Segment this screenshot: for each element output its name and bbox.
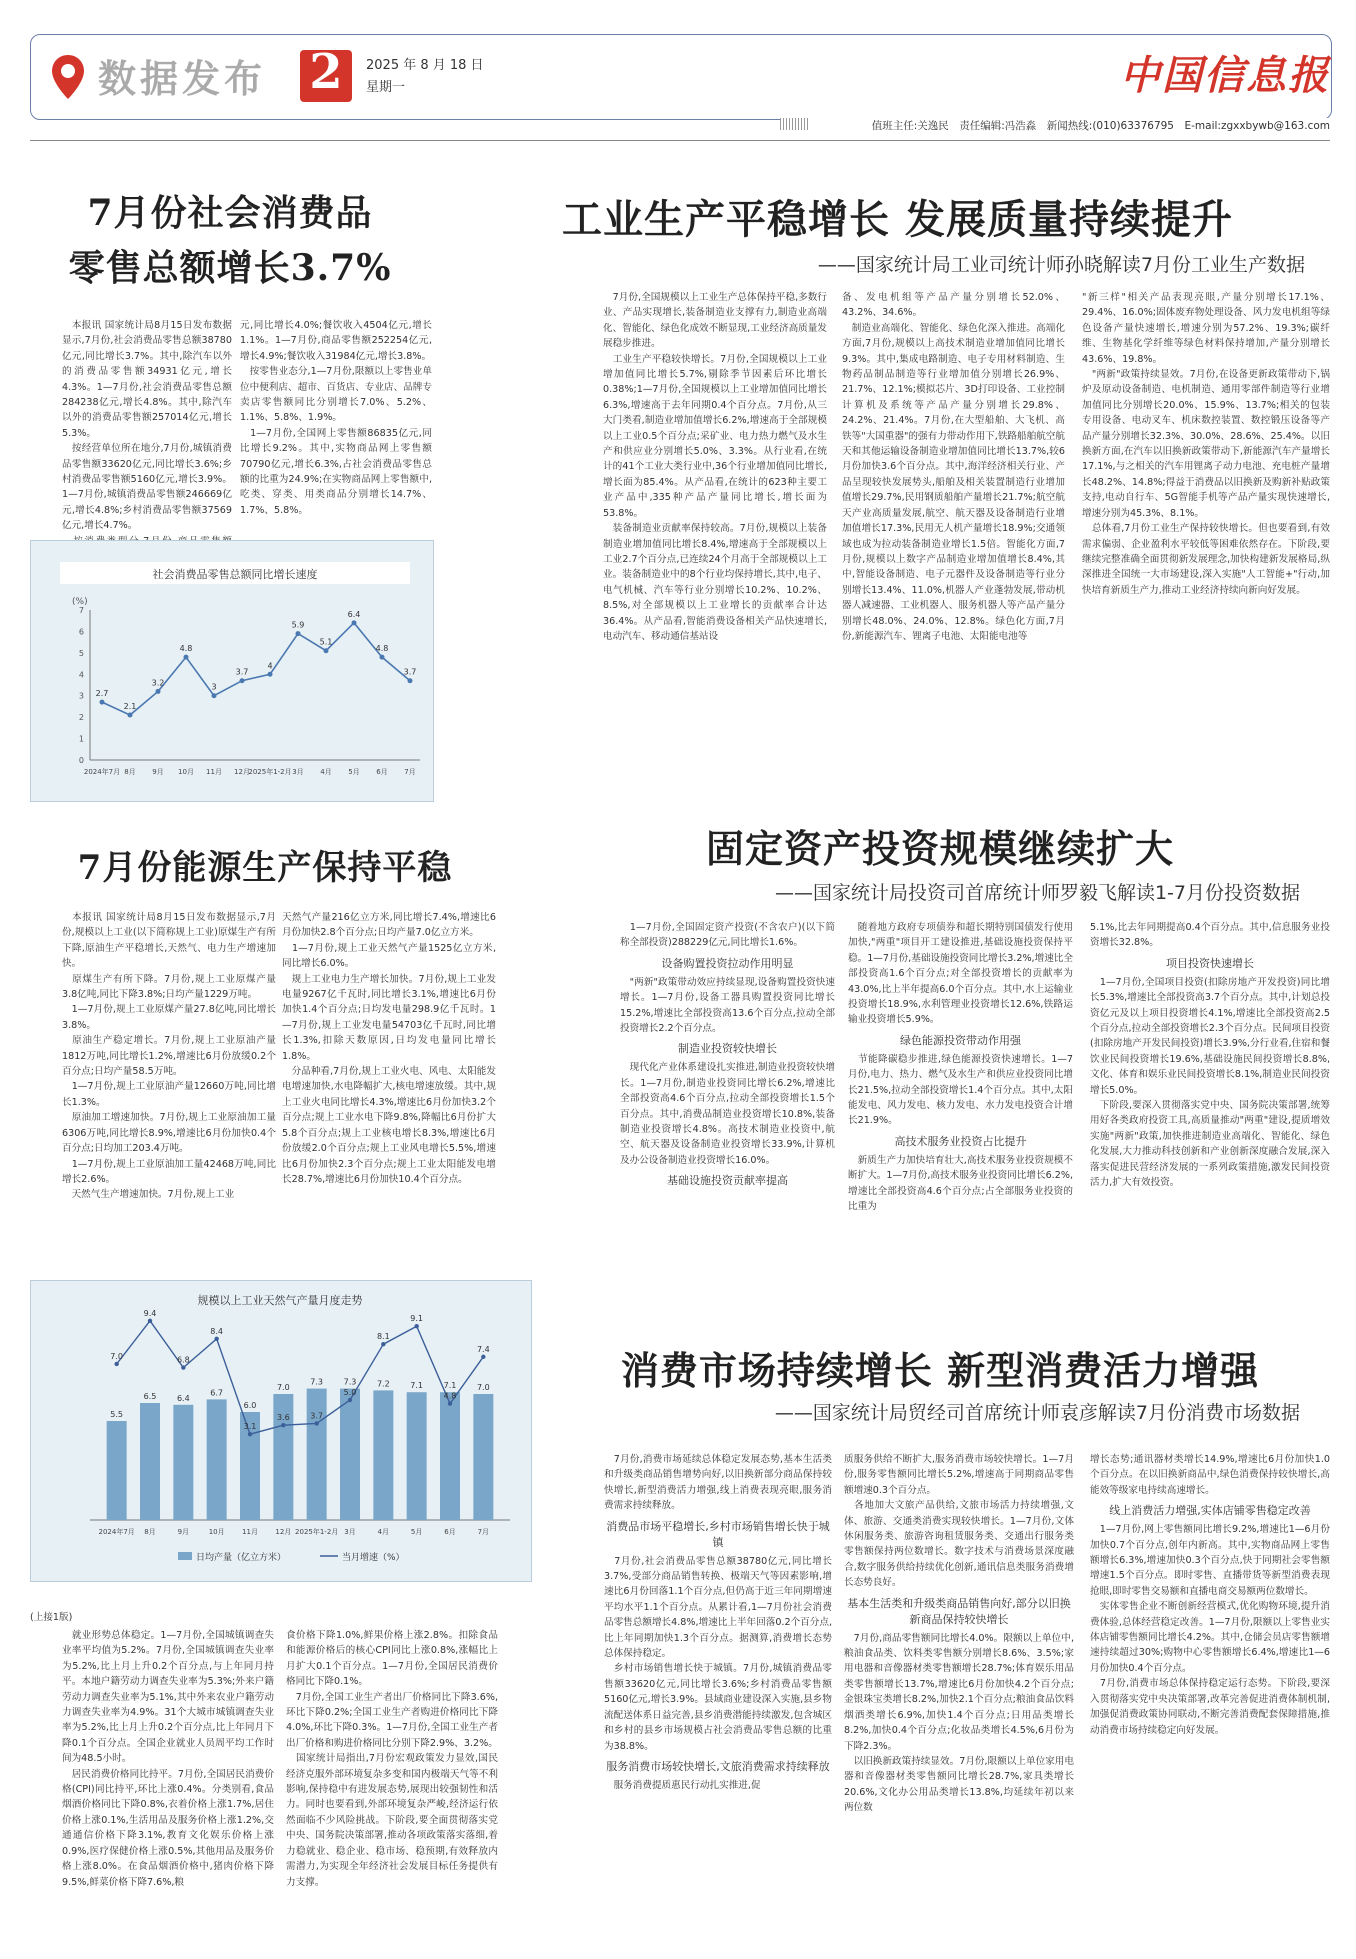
article-4-col-1-part-3: 现代化产业体系建设扎实推进,制造业投资较快增长。1—7月份,制造业投资同比增长6.2%,增速比全部投资高4.6个百分点,拉动全部投资增长1.5个百分点。其中,消费品制造业投资增长10.8%,装备制造业投资增长4.8%。高技术制造业投资中,航空、航天器及设备制造业投资增长33.9%,计算机及办公设备制造业投资增长16.0%。 [620, 1062, 835, 1166]
chart-2-bar-label: 6.5 [143, 1392, 157, 1401]
chart-2-growth-label: 9.1 [410, 1314, 424, 1324]
chart-2-bar-label: 7.0 [476, 1383, 490, 1392]
chart-1-data-label: 3 [211, 682, 217, 692]
chart-1-x-tick: 10月 [178, 768, 194, 776]
article-6-col-2-part-2: 7月份,商品零售额同比增长4.0%。限额以上单位中,粮油食品类、饮料类零售额分别增长8.6%、3.5%;家用电器和音像器材类零售额增长28.7%;体育娱乐用品类零售额增长13.7%,增速比6月份加快4.2个百分点;金银珠宝类增长8.2%,加快2.1个百分点;粮油食品饮料烟酒类增长6.9%,加快1.4个百分点;日用品类增长8.2%,加快0.4个百分点;化妆品类增长4.5%,6月份为下降2.3%。 以旧换新政策持续显效。7月份,限额以上单位家用电器和音像器材类零售额同比增长28.7%,家具类增长20.6%,文化办公用品类增长13.8%,均延续年初以来两位数 [844, 1632, 1074, 1814]
chart-2-growth-point [414, 1324, 418, 1328]
chart-1-point [408, 678, 413, 683]
chart-2-bar [373, 1390, 393, 1520]
chart-2-growth-label: 6.8 [176, 1355, 190, 1365]
chart-2-bar-label: 6.7 [210, 1388, 224, 1398]
chart-2 [30, 1280, 530, 1580]
article-6-col-1-part-2: 7月份,社会消费品零售总额38780亿元,同比增长3.7%,受部分商品销售转换、极端天气等因素影响,增速比6月份回落1.1个百分点,但仍高于近三年同期增速平均水平1.1个百分点。从累计看,1—7月份社会消费品零售总额增长4.8%,增速比上半年回落0.2个百分点,比上年同期加快1.3个百分点。据测算,消费增长态势总体保持稳定。 乡村市场销售增长快于城镇。7月份,城镇消费品零售额33620亿元,同比增长3.6%;乡村消费品零售额5160亿元,增长3.9%。县域商业建设深入实施,县乡物流配送体系日益完善,县乡消费潜能持续激发,包含城区和乡村的县乡市场规模占社会消费品零售总额的比重为38.8%。 [604, 1555, 833, 1752]
article-6-heading-2: 服务消费市场较快增长,文旅消费需求持续释放 [606, 1759, 830, 1773]
chart-2-x-tick: 2024年7月 [98, 1528, 135, 1536]
chart-2-growth-point [348, 1398, 352, 1402]
chart-1-y-tick: 3 [78, 691, 84, 701]
chart-2-x-tick: 4月 [377, 1528, 390, 1536]
chart-1-data-label: 6.4 [347, 609, 361, 619]
chart-2-bar-label: 7.3 [343, 1377, 357, 1387]
chart-1-y-tick: 1 [78, 734, 84, 744]
article-1-col-2: 元,同比增长4.0%;餐饮收入4504亿元,增长1.1%。1—7月份,商品零售额252254亿元,增长4.9%;餐饮收入31984亿元,增长3.8%。 按零售业态分,1—7月份,限额以上零售业单位中便利店、超市、百货店、专业店、品牌专卖店零售额同比分别增长7.0%、5.2%、1.1%、5.8%、1.9%。 1—7月份,全国网上零售额86835亿元,同比增长9.2%。其中,实物商品网上零售额70790亿元,增长6.3%,占社会消费品零售总额的比重为24.9%;在实物商品网上零售额中,吃类、穿类、用类商品分别增长14.7%、1.7%、5.8%。 [240, 320, 432, 516]
article-2-subtitle: ——国家统计局工业司统计师孙晓解读7月份工业生产数据 [817, 254, 1305, 276]
chart-2-bar-label: 5.5 [110, 1410, 124, 1419]
chart-2-x-tick: 2025年1-2月 [295, 1528, 339, 1536]
chart-2-growth-label: 7.4 [476, 1344, 490, 1354]
chart-1-data-label: 4.8 [179, 644, 193, 654]
article-4-heading-1: 设备购置投资拉动作用明显 [661, 956, 794, 970]
chart-2-x-tick: 10月 [208, 1528, 225, 1536]
chart-2-bar [207, 1399, 227, 1520]
chart-2-bar [440, 1392, 460, 1520]
chart-1-data-label: 2.1 [123, 702, 137, 711]
chart-2-growth-point [381, 1342, 385, 1346]
chart-1-point [380, 655, 385, 660]
article-6-subtitle: ——国家统计局贸经司首席统计师袁彦解读7月份消费市场数据 [774, 1402, 1300, 1424]
chart-2-x-tick: 5月 [410, 1528, 423, 1536]
chart-2-growth-label: 5.0 [343, 1388, 357, 1397]
chart-2-bar-label: 7.0 [276, 1383, 290, 1392]
chart-1-data-label: 4.8 [375, 644, 389, 654]
chart-2-growth-point [448, 1401, 452, 1405]
article-4-heading-2: 制造业投资较快增长 [678, 1042, 777, 1056]
article-4-heading-4: 绿色能源投资带动作用强 [900, 1033, 1021, 1047]
article-4-col-1 [620, 920, 835, 1280]
chart-2-bar [340, 1389, 360, 1520]
chart-2-growth-point [214, 1337, 218, 1341]
chart-2-growth-label: 3.7 [310, 1411, 324, 1421]
chart-2-bar [107, 1421, 127, 1520]
chart-1-y-tick: 2 [78, 713, 84, 723]
newspaper-logo: 中国信息报 [1120, 52, 1330, 99]
chart-1-x-tick: 3月 [292, 768, 304, 776]
chart-2-title: 规模以上工业天然气产量月度走势 [197, 1294, 363, 1307]
chart-2-x-tick: 9月 [177, 1528, 190, 1536]
chart-2-growth-label: 4.8 [443, 1391, 457, 1401]
chart-1-data-label: 5.9 [291, 620, 305, 630]
chart-1-point [324, 648, 329, 653]
chart-1-point [128, 713, 133, 718]
article-6-col-2 [844, 1452, 1074, 1940]
page-number: 2 [309, 44, 343, 100]
chart-1-x-tick: 9月 [152, 768, 164, 776]
article-1-col-1: 本报讯 国家统计局8月15日发布数据显示,7月份,社会消费品零售总额38780亿元,同比增长3.7%。其中,除汽车以外的消费品零售额34931亿元,增长4.3%。1—7月份,社会消费品零售总额284238亿元,增长4.8%。其中,除汽车以外的消费品零售额257014亿元,增长5.3%。 按经营单位所在地分,7月份,城镇消费品零售额33620亿元,同比增长3.6%;乡村消费品零售额5160亿元,增长3.9%。1—7月份,城镇消费品零售额246669亿元,增长4.8%;乡村消费品零售额37569亿元,增长4.7%。 [62, 320, 232, 532]
chart-2-bar-label: 6.0 [243, 1401, 257, 1410]
article-6-col-3-part-2: 1—7月份,网上零售额同比增长9.2%,增速比1—6月份加快0.7个百分点,创年内新高。其中,实物商品网上零售额增长6.3%,增速加快0.3个百分点,快于同期社会零售额增速1.5个百分点。即时零售、直播带货等新型消费表现抢眼,即时零售交易额和直播电商交易额两位数增长。 实体零售企业不断创新经营模式,优化购物环境,提升消费体验,总体经营稳定改善。1—7月份,限额以上零售业实体店铺零售额同比增长4.2%。其中,仓储会员店零售额增速持续超过30%;购物中心零售额增长6.4%,增速比1—6月份加快0.4个百分点。 7月份,消费市场总体保持稳定运行态势。下阶段,要深入贯彻落实党中央决策部署,改革完善促进消费体制机制,加强促消费政策协同联动,不断完善消费配套保障措施,推动消费市场持续稳定向好发展。 [1090, 1524, 1330, 1736]
chart-2-x-tick: 11月 [242, 1528, 258, 1536]
chart-2-growth-point [314, 1421, 318, 1425]
chart-2-x-tick: 6月 [444, 1528, 456, 1536]
chart-1-x-tick: 2025年1-2月 [248, 768, 292, 776]
article-4-subtitle: ——国家统计局投资司首席统计师罗毅飞解读1-7月份投资数据 [774, 882, 1300, 904]
chart-2-bar-label: 7.1 [410, 1381, 424, 1391]
chart-1-point [156, 689, 161, 694]
chart-1-x-tick: 8月 [124, 768, 136, 776]
chart-2-growth-point [281, 1423, 285, 1427]
issue-weekday: 星期一 [366, 80, 406, 95]
chart-2-bar-label: 7.2 [376, 1379, 390, 1389]
issue-date: 2025 年 8 月 18 日 [366, 58, 484, 73]
chart-2-growth-point [148, 1319, 152, 1323]
article-1-title-line2: 零售总额增长3.7% [68, 247, 392, 289]
article-6-col-1-part-3: 服务消费提质惠民行动扎实推进,促 [604, 1779, 761, 1791]
chart-2-growth-point [481, 1355, 485, 1359]
article-2-col-3: "新三样"相关产品表现亮眼,产量分别增长17.1%、29.4%、16.0%;固体废弃物处理设备、风力发电机组等绿色设备产量快速增长,增速分别为57.2%、19.3%;碳纤维、生物基化学纤维等绿色材料保持增加,产量分别增长43.6%、19.8%。 "两新"政策持续显效。7月份,在设备更新政策带动下,锅炉及原动设备制造、电机制造、通用零部件制造等行业增加值同比分别增长20.0%、15.9%、13.7%;相关的包装专用设备、电动叉车、机床数控装置、数控锻压设备等产品产量分别增长32.3%、30.0%、28.6%、25.4%。以旧换新方面,在汽车以旧换新政策带动下,新能源汽车产量增长17.1%,与之相关的汽车用锂离子动力电池、充电桩产量增长48.2%、14.8%;得益于消费品以旧换新及购新补贴政策支持,电动自行车、5G智能手机等产品产量实现快速增长,增速分别为45.3%、8.1%。 总体看,7月份工业生产保持较快增长。但也要看到,有效需求偏弱、企业盈利水平较低等困难依然存在。下阶段,要继续完整准确全面贯彻新发展理念,加快构建新发展格局,纵深推进全国统一大市场建设,深入实施"人工智能+"行动,加快培育新质生产力,推动工业经济持续向新向好发展。 [1082, 292, 1330, 596]
chart-2-growth-point [114, 1362, 118, 1366]
chart-2-growth-label: 3.6 [276, 1413, 290, 1423]
chart-2-growth-label: 8.1 [376, 1332, 390, 1342]
chart-2-growth-label: 7.0 [110, 1352, 124, 1361]
chart-1-x-tick: 2024年7月 [83, 768, 121, 776]
chart-2-x-tick: 3月 [344, 1528, 356, 1536]
chart-1-y-tick: 0 [78, 756, 84, 765]
chart-1-point [352, 620, 357, 625]
header-rule [30, 140, 1330, 141]
article-6-col-2-part-1: 质服务供给不断扩大,服务消费市场较快增长。1—7月份,服务零售额同比增长5.2%,增速高于同期商品零售额增速0.3个百分点。 各地加大文旅产品供给,文旅市场活力持续增强,文体、旅游、交通类消费实现较快增长。1—7月份,文体休闲服务类、旅游咨询租赁服务类、交通出行服务类零售额保持两位数增长。数字技术与消费场景深度融合,数字服务供给持续优化创新,通讯信息类服务消费增长态势良好。 [844, 1454, 1074, 1589]
article-6-title: 消费市场持续增长 新型消费活力增强 [620, 1348, 1260, 1393]
chart-2-legend-bar-swatch [178, 1552, 192, 1560]
chart-2-bar [307, 1389, 327, 1520]
chart-1-point [212, 693, 217, 698]
article-4-heading-5: 高技术服务业投资占比提升 [894, 1134, 1027, 1148]
chart-1-point [296, 631, 301, 636]
article-4-col-2-part-2: 节能降碳稳步推进,绿色能源投资快速增长。1—7月份,电力、热力、燃气及水生产和供应业投资同比增长21.5%,拉动全部投资增长1.4个百分点。其中,太阳能发电、风力发电、核力发电、水力发电投资合计增长21.9%。 [848, 1053, 1073, 1127]
article-6-heading-1: 消费品市场平稳增长,乡村市场销售增长快于城镇 [606, 1519, 830, 1549]
chart-2-x-tick: 12月 [275, 1528, 292, 1536]
chart-2-growth-label: 8.4 [210, 1326, 224, 1336]
chart-2-legend-bar: 日均产量（亿立方米） [196, 1553, 287, 1563]
article-5-continued-label: (上接1版) [30, 1612, 73, 1623]
article-4-heading-6: 项目投资快速增长 [1166, 956, 1254, 970]
chart-2-x-tick: 8月 [144, 1528, 156, 1536]
article-3-col-2: 天然气产量216亿立方米,同比增长7.4%,增速比6月份加快2.8个百分点;日均产量7.0亿立方米。 1—7月份,规上工业天然气产量1525亿立方米,同比增长6.0%。 规上工业电力生产增长加快。7月份,规上工业发电量9267亿千瓦时,同比增长3.1%,增速比6月份加快1.4个百分点;日均发电量298.9亿千瓦时。1—7月份,规上工业发电量54703亿千瓦时,同比增长1.3%,扣除天数原因,日均发电量同比增长1.8%。 分品种看,7月份,规上工业火电、风电、太阳能发电增速加快,水电降幅扩大,核电增速放缓。其中,规上工业火电同比增长4.3%,增速比6月份加快3.2个百分点;规上工业水电下降9.8%,降幅比6月份扩大5.8个百分点;规上工业核电增长8.3%,增速比6月份放缓2.0个百分点;规上工业风电增长5.5%,增速比6月份加快2.3个百分点;规上工业太阳能发电增长28.7%,增速比6月份加快10.4个百分点。 [282, 912, 496, 1185]
chart-1-data-label: 4 [267, 661, 273, 671]
chart-2-legend-line: 当月增速（%） [342, 1553, 405, 1563]
chart-1-x-tick: 5月 [348, 768, 360, 776]
chart-1-y-tick: 7 [78, 606, 84, 615]
chart-2-bar-label: 7.3 [310, 1377, 324, 1387]
chart-2-bar [473, 1394, 493, 1520]
chart-1-series-line [102, 620, 410, 715]
article-1-title-line1: 7月份社会消费品 [87, 192, 373, 234]
article-5-col-1: 就业形势总体稳定。1—7月份,全国城镇调查失业率平均值为5.2%。7月份,全国城镇调查失业率为5.2%,比上月上升0.2个百分点,与上年同月持平。本地户籍劳动力调查失业率为5.3%;外来户籍劳动力调查失业率为5.1%,其中外来农业户籍劳动力调查失业率为4.9%。31个大城市城镇调查失业率为5.2%,比上月上升0.2个百分点,比上年同月下降0.1个百分点。全国企业就业人员周平均工作时间为48.5小时。 居民消费价格同比持平。7月份,全国居民消费价格(CPI)同比持平,环比上涨0.4%。分类别看,食品烟酒价格同比下降0.8%,衣着价格上涨1.7%,居住价格上涨0.1%,生活用品及服务价格上涨1.2%,交通通信价格下降3.1%,教育文化娱乐价格上涨0.9%,医疗保健价格上涨0.5%,其他用品及服务价格上涨8.0%。在食品烟酒价格中,猪肉价格下降9.5%,鲜菜价格下降7.6%,粮 [62, 1630, 274, 1888]
chart-1-title: 社会消费品零售总额同比增长速度 [152, 568, 318, 581]
article-3-col-1: 本报讯 国家统计局8月15日发布数据显示,7月份,规模以上工业(以下简称规上工业)原煤生产有所下降,原油生产平稳增长,天然气、电力生产增速加快。 原煤生产有所下降。7月份,规上工业原煤产量3.8亿吨,同比下降3.8%;日均产量1229万吨。 1—7月份,规上工业原煤产量27.8亿吨,同比增长3.8%。 原油生产稳定增长。7月份,规上工业原油产量1812万吨,同比增长1.2%,增速比6月份放缓0.2个百分点;日均产量58.5万吨。 1—7月份,规上工业原油产量12660万吨,同比增长1.3%。 原油加工增速加快。7月份,规上工业原油加工量6306万吨,同比增长8.9%,增速比6月份加快0.4个百分点;日均加工203.4万吨。 1—7月份,规上工业原油加工量42468万吨,同比增长2.6%。 天然气生产增速加快。7月份,规上工业 [62, 912, 276, 1201]
article-4-col-1-part-2: "两新"政策带动效应持续显现,设备购置投资快速增长。1—7月份,设备工器具购置投资同比增长15.2%,增速比全部投资高13.6个百分点,拉动全部投资增长2.2个百分点。 [620, 976, 835, 1035]
section-title: 数据发布 [98, 56, 267, 101]
chart-1-x-tick: 4月 [320, 768, 332, 776]
chart-1-data-label: 3.2 [151, 678, 165, 688]
article-4-col-3-part-2: 1—7月份,全国项目投资(扣除房地产开发投资)同比增长5.3%,增速比全部投资高3.7个百分点。其中,计划总投资亿元及以上项目投资增长4.1%,增速比全部投资高2.5个百分点,拉动全部投资增长2.3个百分点。民间项目投资(扣除房地产开发民间投资)增长3.9%,分行业看,住宿和餐饮业民间投资增长19.6%,基础设施民间投资增长8.8%,文化、体育和娱乐业民间投资增长8.1%,制造业民间投资增长5.0%。 下阶段,要深入贯彻落实党中央、国务院决策部署,统筹用好各类政府投资工具,高质量推动"两重"建设,提质增效实施"两新"政策,加快推进制造业高端化、智能化、绿色化发展,大力推动科技创新和产业创新深度融合发展,深入落实促进民营经济发展的一系列政策措施,激发民间投资活力,扩大有效投资。 [1090, 976, 1330, 1189]
chart-2-bar [173, 1405, 193, 1520]
chart-1-point [100, 700, 105, 705]
chart-1-x-tick: 7月 [404, 768, 416, 776]
article-4-col-2-part-3: 新质生产力加快培育壮大,高技术服务业投资规模不断扩大。1—7月份,高技术服务业投资同比增长6.2%,增速比全部投资高4.6个百分点;占全部服务业投资的比重为 [848, 1154, 1073, 1213]
article-4-col-3-part-1: 5.1%,比去年同期提高0.4个百分点。其中,信息服务业投资增长32.8%。 [1090, 922, 1330, 949]
chart-2-bar [407, 1392, 427, 1520]
chart-1-y-tick: 4 [78, 670, 84, 680]
editor-credits: 值班主任:关逸民 责任编辑:冯浩淼 新闻热线:(010)63376795 E-mail:zgxxbywb@163.com [810, 118, 1330, 134]
article-2-col-1: 7月份,全国规模以上工业生产总体保持平稳,多数行业、产品实现增长,装备制造业支撑有力,制造业高端化、智能化、绿色化成效不断显现,工业经济高质量发展稳步推进。 工业生产平稳较快增长。7月份,全国规模以上工业增加值同比增长5.7%,剔除季节因素后环比增长0.38%;1—7月份,全国规模以上工业增加值同比增长6.3%,增速高于去年同期0.4个百分点。7月份,从三大门类看,制造业增加值增长6.2%,增速高于全部规模以上工业0.5个百分点;采矿业、电力热力燃气及水生产和供应业分别增长5.0%、3.3%。从行业看,在统计的41个工业大类行业中,36个行业增加值同比增长,增长面为85.4%。从产品看,在统计的623种主要工业产品中,335种产品产量同比增长,增长面为53.8%。 装备制造业贡献率保持较高。7月份,规模以上装备制造业增加值同比增长8.4%,增速高于全部规模以上工业2.7个百分点,已连续24个月高于全部规模以上工业。装备制造业中的8个行业均保持增长,其中,电子、电气机械、汽车等行业分别增长10.2%、10.2%、8.5%,对全部规模以上工业增长的贡献率合计达36.4%。从产品看,智能消费设备相关产品快速增长,电动汽车、移动通信基站设 [603, 292, 827, 642]
chart-1-point [268, 672, 273, 677]
article-6-col-1-intro: 7月份,消费市场延续总体稳定发展态势,基本生活类和升级类商品销售增势向好,以旧换新部分商品保持较快增长,新型消费活力增强,线上消费表现亮眼,服务消费需求持续释放。 [604, 1454, 832, 1512]
chart-2-growth-line [117, 1321, 484, 1434]
article-4-col-1-intro: 1—7月份,全国固定资产投资(不含农户)(以下简称全部投资)288229亿元,同比增长1.6%。 [620, 922, 835, 949]
chart-1-y-tick: 6 [78, 627, 84, 637]
chart-2-x-tick: 7月 [477, 1528, 490, 1536]
article-6-col-3 [1090, 1452, 1330, 1940]
article-4-col-2-part-1: 随着地方政府专项债券和超长期特别国债发行使用加快,"两重"项目开工建设推进,基础设施投资保持平稳。1—7月份,基础设施投资同比增长3.2%,增速比全部投资高1.6个百分点;对全部投资增长的贡献率为43.0%,比上半年提高6.0个百分点。其中,水上运输业投资增长18.9%,水利管理业投资增长12.6%,铁路运输业投资增长5.9%。 [848, 922, 1073, 1026]
chart-2-bar [140, 1403, 160, 1520]
chart-2-growth-point [248, 1432, 252, 1436]
chart-1-data-label: 5.1 [319, 637, 333, 647]
article-6-col-3-part-1: 增长态势;通讯器材类增长14.9%,增速比6月份加快1.0个百分点。在以旧换新商品中,绿色消费保持较快增长,高能效等级家电持续高速增长。 [1090, 1454, 1330, 1496]
article-5-col-2: 食价格下降1.0%,鲜果价格上涨2.8%。扣除食品和能源价格后的核心CPI同比上涨0.8%,涨幅比上月扩大0.1个百分点。1—7月份,全国居民消费价格同比下降0.1%。 7月份,全国工业生产者出厂价格同比下降3.6%,环比下降0.2%;全国工业生产者购进价格同比下降4.0%,环比下降0.3%。1—7月份,全国工业生产者出厂价格和购进价格同比分别下降2.9%、3.2%。 国家统计局指出,7月份宏观政策发力显效,国民经济克服外部环境复杂多变和国内极端天气等不利影响,保持稳中有进发展态势,展现出较强韧性和活力。同时也要看到,外部环境复杂严峻,经济运行依然面临不少风险挑战。下阶段,要全面贯彻落实党中央、国务院决策部署,推动各项政策落实落细,着力稳就业、稳企业、稳市场、稳预期,有效释放内需潜力,为实现全年经济社会发展目标任务提供有力支撑。 [286, 1630, 498, 1888]
chart-1-x-tick: 11月 [206, 768, 222, 776]
chart-1-y-tick: 5 [78, 648, 84, 658]
article-2-title: 工业生产平稳增长 发展质量持续提升 [562, 196, 1233, 243]
chart-2-growth-label: 3.1 [243, 1422, 257, 1432]
article-6-heading-3: 基本生活类和升级类商品销售向好,部分以旧换新商品保持较快增长 [847, 1596, 1071, 1626]
article-2-col-2: 备、发电机组等产品产量分别增长52.0%、43.2%、34.6%。 制造业高端化、智能化、绿色化深入推进。高端化方面,7月份,规模以上高技术制造业增加值同比增长9.3%。其中,集成电路制造、电子专用材料制造、生物药品制品制造等行业增加值分别增长26.9%、21.7%、12.1%;模拟芯片、3D打印设备、工业控制计算机及系统等产品产量分别增长29.8%、24.2%、21.4%。7月份,在大型船舶、大飞机、高铁等"大国重器"的强有力带动作用下,铁路船舶航空航天和其他运输设备制造业增加值同比增长13.7%,较6月份加快3.6个百分点。其中,海洋经济相关行业、产品呈现较快发展势头,船舶及相关装置制造行业增加值增长29.7%,民用钢质船舶产量增长21.7%;航空航天产业高质量发展,航空、航天器及设备制造行业增加值增长17.3%,民用无人机产量增长18.9%;交通领域也成为拉动装备制造业增长1.5倍。智能化方面,7月份,规模以上数字产品制造业增加值增长8.4%,其中,智能设备制造、电子元器件及设备制造等行业分别增长13.4%、11.0%,机器人产业蓬勃发展,带动机器人减速器、工业机器人、服务机器人等产品产量分别增长48.0%、24.0%、12.8%。绿色化方面,7月份,新能源汽车、锂离子电池、太阳能电池等 [842, 292, 1065, 642]
article-3-title: 7月份能源生产保持平稳 [77, 848, 453, 888]
chart-2-growth-label: 9.4 [143, 1308, 157, 1318]
chart-1-x-tick: 12月 [234, 768, 250, 776]
article-6-heading-4: 线上消费活力增强,实体店铺零售稳定改善 [1109, 1504, 1311, 1518]
chart-1-x-tick: 6月 [376, 768, 388, 776]
article-4-col-2 [848, 920, 1073, 1280]
chart-2-growth-point [181, 1365, 185, 1369]
chart-2-bar-label: 6.4 [176, 1393, 190, 1403]
chart-1-data-label: 3.7 [403, 667, 417, 677]
chart-1-unit: (%) [72, 597, 88, 607]
article-4-col-3 [1090, 920, 1330, 1280]
article-6-col-1 [604, 1452, 832, 1940]
chart-1-point [240, 678, 245, 683]
chart-1 [30, 540, 432, 800]
location-pin-icon [50, 53, 86, 101]
article-4-title: 固定资产投资规模继续扩大 [705, 826, 1174, 871]
chart-1-data-label: 3.7 [235, 667, 249, 677]
chart-2-bar-label: 7.1 [443, 1381, 457, 1391]
chart-1-data-label: 2.7 [95, 689, 109, 699]
article-4-heading-3: 基础设施投资贡献率提高 [667, 1174, 788, 1188]
chart-1-point [184, 655, 189, 660]
